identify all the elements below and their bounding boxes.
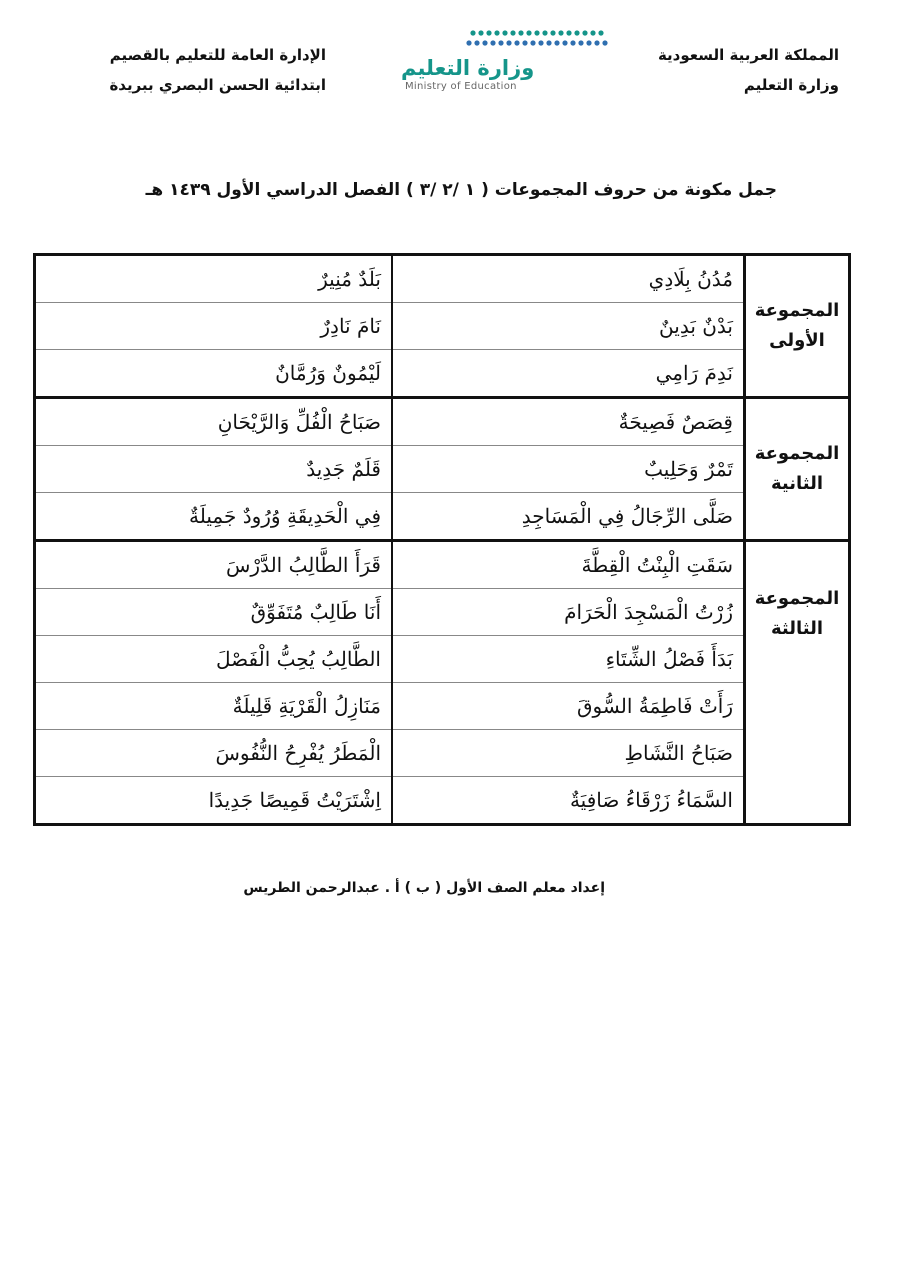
logo-english-text: Ministry of Education	[405, 81, 517, 92]
sentence-cell: قَلَمٌ جَدِيدٌ	[35, 446, 393, 493]
sentence-cell: صَلَّى الرِّجَالُ فِي الْمَسَاجِدِ	[392, 493, 745, 541]
sentence-cell: بَدْنٌ بَدِينٌ	[392, 303, 745, 350]
sentence-cell: سَقَتِ الْبِنْتُ الْقِطَّةَ	[392, 541, 745, 589]
sentence-cell: اِشْتَرَيْتُ قَمِيصًا جَدِيدًا	[35, 777, 393, 825]
sentence-cell: فِي الْحَدِيقَةِ وُرُودٌ جَمِيلَةٌ	[35, 493, 393, 541]
table-row	[35, 446, 850, 493]
logo-dots-icon	[465, 25, 695, 59]
group-label-3: المجموعة الثالثة	[745, 541, 850, 825]
sentence-cell: السَّمَاءُ زَرْقَاءُ صَافِيَةٌ	[392, 777, 745, 825]
table-row	[35, 255, 850, 303]
table-row	[35, 541, 850, 589]
table-row	[35, 303, 850, 350]
country-name: المملكة العربية السعودية	[657, 46, 839, 64]
sentence-cell: مَنَازِلُ الْقَرْيَةِ قَلِيلَةٌ	[35, 683, 393, 730]
sentence-cell: الْمَطَرُ يُفْرِحُ النُّفُوسَ	[35, 730, 393, 777]
sentence-cell: مُدُنُ بِلَادِي	[392, 255, 745, 303]
teacher-credit: إعداد معلم الصف الأول ( ب ) أ . عبدالرحمن الطريس	[243, 880, 605, 896]
table-row	[35, 730, 850, 777]
table-row	[35, 350, 850, 398]
sentence-cell: أَنَا طَالِبٌ مُتَفَوِّقٌ	[35, 589, 393, 636]
ministry-name: وزارة التعليم	[743, 76, 839, 94]
sentence-cell: صَبَاحُ الْفُلِّ وَالرَّيْحَانِ	[35, 398, 393, 446]
sentence-cell: زُرْتُ الْمَسْجِدَ الْحَرَامَ	[392, 589, 745, 636]
school-name: ابتدائية الحسن البصري ببريدة	[109, 76, 326, 94]
table-row	[35, 636, 850, 683]
sentence-cell: نَامَ نَادِرٌ	[35, 303, 393, 350]
page-title: جمل مكونة من حروف المجموعات ( ١ /٢ /٣ ) الفصل الدراسي الأول ١٤٣٩ هـ	[145, 180, 777, 200]
table-row	[35, 398, 850, 446]
table-row	[35, 683, 850, 730]
sentence-cell: رَأَتْ فَاطِمَةُ السُّوقَ	[392, 683, 745, 730]
table-row	[35, 589, 850, 636]
ministry-logo	[395, 25, 625, 95]
sentence-cell: الطَّالِبُ يُحِبُّ الْفَصْلَ	[35, 636, 393, 683]
sentence-cell: صَبَاحُ النَّشَاطِ	[392, 730, 745, 777]
sentence-cell: نَدِمَ رَامِي	[392, 350, 745, 398]
header-left	[96, 40, 326, 100]
sentence-cell: تَمْرٌ وَحَلِيبٌ	[392, 446, 745, 493]
table-row	[35, 493, 850, 541]
sentence-cell: بَدَأَ فَصْلُ الشِّتَاءِ	[392, 636, 745, 683]
sentence-cell: لَيْمُونٌ وَرُمَّانٌ	[35, 350, 393, 398]
logo-arabic-text: وزارة التعليم	[401, 56, 535, 80]
table-row	[35, 777, 850, 825]
group-label-2: المجموعة الثانية	[745, 398, 850, 541]
sentence-cell: بَلَدٌ مُنِيرٌ	[35, 255, 393, 303]
group-label-1: المجموعة الأولى	[745, 255, 850, 398]
sentence-cell: قَرَأَ الطَّالِبُ الدَّرْسَ	[35, 541, 393, 589]
sentences-table	[33, 253, 851, 826]
sentence-cell: قِصَصٌ فَصِيحَةٌ	[392, 398, 745, 446]
directorate-name: الإدارة العامة للتعليم بالقصيم	[109, 46, 326, 64]
